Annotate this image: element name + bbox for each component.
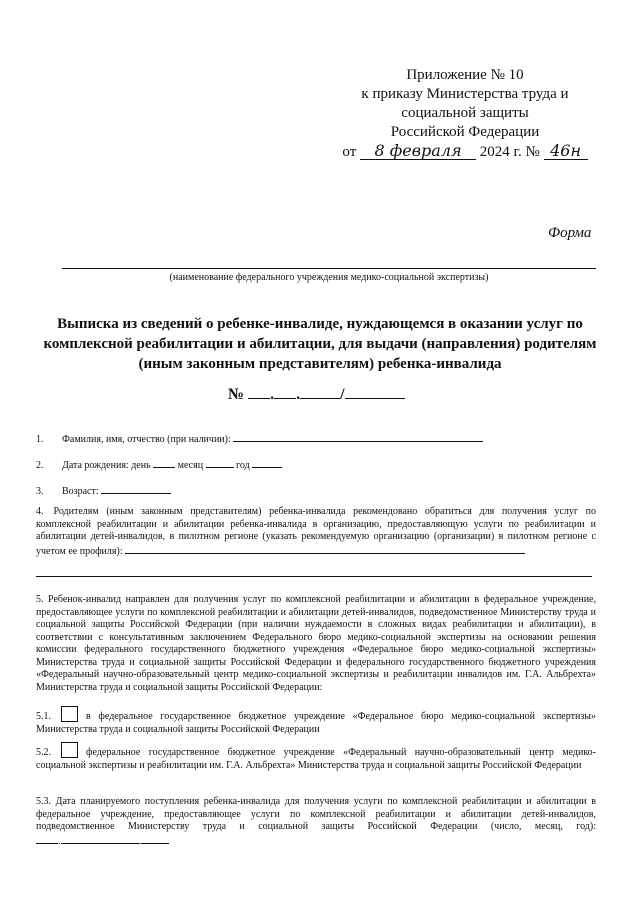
birth-day-input[interactable] [153, 458, 175, 468]
organization-input[interactable] [125, 544, 525, 554]
appendix-date-line [330, 142, 600, 162]
org-name-line[interactable] [62, 268, 596, 269]
field-number: 3. [36, 486, 44, 497]
form-label: Форма [548, 225, 592, 241]
paragraph-5-3: 5.3. Дата планируемого поступления ребенка-инвалида для получения услуги по комплексной реабилитации и абилитации в федеральное учреждение, предоставляющее услуги по комплексной реабилитации и абилитации детей-инвалидов, подведомственное Министерству труда и социальной защиты Российской Федерации (число, месяц, год): . . [36, 796, 596, 847]
date-prefix: от [342, 144, 357, 160]
birth-month-input[interactable] [206, 458, 234, 468]
appendix-ministry: социальной защиты [401, 105, 529, 121]
arrival-year-input[interactable] [141, 834, 169, 844]
option-5-2 [36, 742, 596, 772]
document-title: Выписка из сведений о ребенке-инвалиде, нуждающемся в оказании услуг по комплексной реабилитации и абилитации, для выдачи (направления) родителям (иным законным представителям) ребенка-инвалида [43, 316, 597, 372]
option-5-2-checkbox[interactable] [61, 742, 78, 758]
field-birth-date [36, 458, 282, 471]
field-age [36, 484, 171, 497]
field-number: 2. [36, 460, 44, 471]
extract-number: № . . / [228, 386, 405, 404]
option-5-2-number: 5.2. [36, 747, 51, 758]
handwritten-date: 8 февраля [360, 142, 476, 160]
field-label: Возраст: [62, 486, 99, 497]
org-name-caption: (наименование федерального учреждения медико-социальной экспертизы) [169, 272, 489, 283]
option-5-1-checkbox[interactable] [61, 706, 78, 722]
handwritten-order-number: 46н [544, 142, 588, 160]
paragraph-5-3-text: 5.3. Дата планируемого поступления ребенка-инвалида для получения услуги по комплексной реабилитации и абилитации в федеральное учреждение, предоставляющее услуги по комплексной реабилитации и абилитации детей-инвалидов, подведомственное Министерству труда и социальной защиты Российской Федерации (число, месяц, год): [36, 796, 596, 832]
number-sign: № [228, 386, 245, 403]
option-5-1 [36, 706, 596, 736]
appendix-country: Российской Федерации [390, 124, 540, 140]
year-label: год [236, 460, 250, 471]
field-number: 1. [36, 434, 44, 445]
appendix-number: Приложение № 10 [406, 67, 524, 83]
paragraph-4 [36, 506, 596, 558]
organization-input-line-2[interactable] [36, 576, 592, 577]
appendix-order-ref: к приказу Министерства труда и [361, 86, 569, 102]
paragraph-4-text: 4. Родителям (иным законным представителям) ребенка-инвалида рекомендовано обратиться для получения услуг по комплексной реабилитации и абилитации ребенка-инвалида в организацию, предоставляющую услуги по реабилитации и абилитации детей-инвалидов, в пилотном регионе (указать рекомендуемую организацию (организации) в пилотном регионе с учетом ее профиля): [36, 506, 596, 557]
arrival-day-input[interactable] [36, 834, 58, 844]
arrival-month-input[interactable] [61, 834, 139, 844]
option-5-2-text: федеральное государственное бюджетное учреждение «Федеральный научно-образовательный центр медико-социальной экспертизы и реабилитации им. Г.А. Альбрехта» Министерства труда и социальной защиты Российской Федерации [36, 747, 596, 771]
month-label: месяц [177, 460, 204, 471]
paragraph-5: 5. Ребенок-инвалид направлен для получения услуг по комплексной реабилитации и абилитации в федеральное учреждение, предоставляющее услуги по комплексной реабилитации и абилитации детей-инвалидов, подведомственное Министерству труда и социальной защиты Российской Федерации (при наличии нуждаемости в сложных видах реабилитации и абилитации), в соответствии с консультативным заключением Федерального бюро медико-социальной экспертизы на основании решения комиссии федерального государственного бюджетного учреждения «Федеральное бюро медико-социальной экспертизы» Министерства труда и социальной защиты Российской Федерации и федерального государственного бюджетного учреждения «Федеральный научно-образовательный центр медико-социальной экспертизы и реабилитации инвалидов им. Г.А. Альбрехта» Министерства труда и социальной защиты Российской Федерации: [36, 594, 596, 693]
date-year: 2024 г. № [479, 144, 540, 160]
number-part-1[interactable] [248, 386, 270, 399]
appendix-header [330, 66, 600, 162]
birth-year-input[interactable] [252, 458, 282, 468]
full-name-input[interactable] [233, 432, 483, 442]
field-label: Дата рождения: день [62, 460, 151, 471]
field-full-name [36, 432, 483, 445]
option-5-1-number: 5.1. [36, 711, 51, 722]
field-label: Фамилия, имя, отчество (при наличии): [62, 434, 231, 445]
number-part-3[interactable] [300, 386, 340, 399]
age-input[interactable] [101, 484, 171, 494]
number-part-2[interactable] [274, 386, 296, 399]
option-5-1-text: в федеральное государственное бюджетное учреждение «Федеральное бюро медико-социальной экспертизы» Министерства труда и социальной защиты Российской Федерации [36, 711, 596, 735]
number-part-4[interactable] [345, 386, 405, 399]
